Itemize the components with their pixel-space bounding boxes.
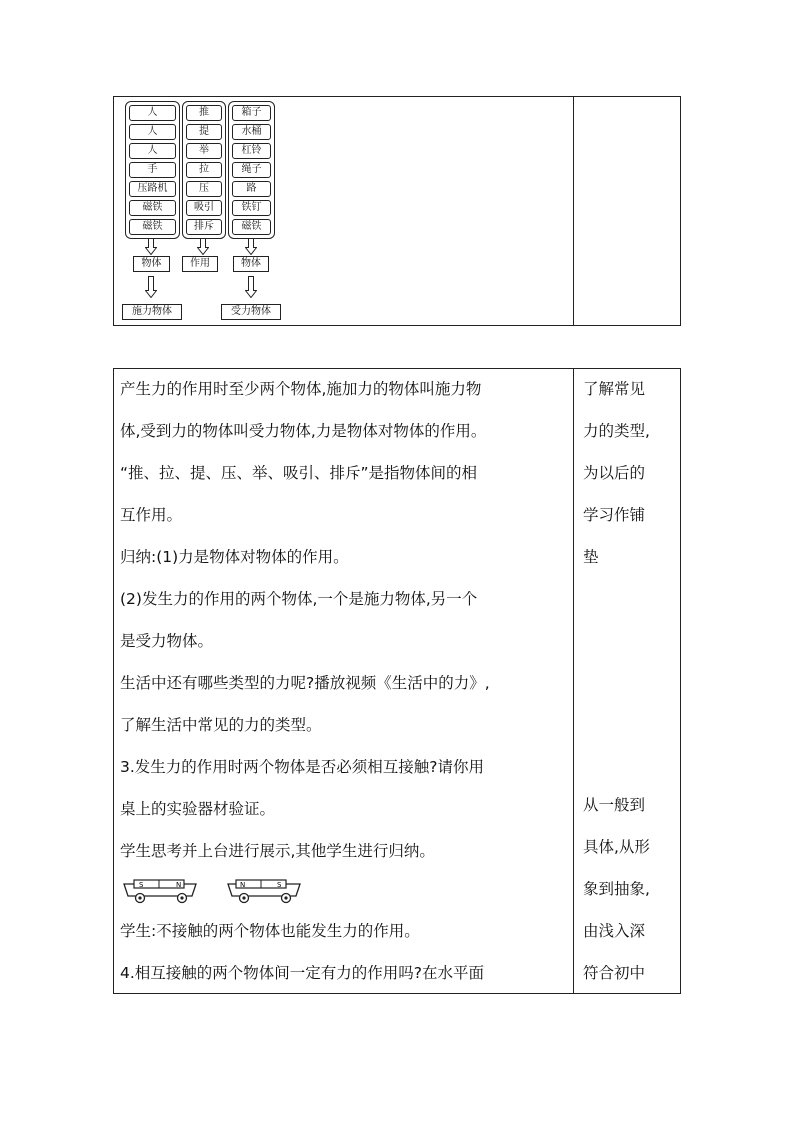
action-cell: 推 <box>186 105 222 121</box>
lesson-line: 归纳:(1)力是物体对物体的作用。 <box>120 548 349 566</box>
design-note-line: 象到抽象, <box>583 880 650 898</box>
diagram-table <box>113 96 681 326</box>
action-cell: 举 <box>186 143 222 159</box>
lesson-line: 桌上的实验器材验证。 <box>120 800 276 818</box>
down-arrow-icon <box>145 276 157 298</box>
design-note-line: 了解常见 <box>583 380 646 398</box>
design-note-line: 力的类型, <box>583 422 650 440</box>
column-divider <box>573 369 574 993</box>
design-note-line: 由浅入深 <box>583 922 646 940</box>
magnet-pole-label: N <box>240 881 246 889</box>
lesson-line: 3.发生力的作用时两个物体是否必须相互接触?请你用 <box>120 758 485 776</box>
magnet-cart-icon <box>120 874 200 904</box>
down-arrow-icon <box>145 238 157 255</box>
subject-cell: 磁铁 <box>129 219 176 235</box>
subject-cell: 人 <box>129 124 176 140</box>
lesson-line: “推、拉、提、压、举、吸引、排斥”是指物体间的相 <box>120 464 478 482</box>
object-column <box>228 101 275 239</box>
design-note-line: 具体,从形 <box>583 838 650 856</box>
subject-cell: 压路机 <box>129 181 176 197</box>
action-cell: 提 <box>186 124 222 140</box>
column-divider <box>573 97 574 325</box>
subject-cell: 磁铁 <box>129 200 176 216</box>
object-cell: 磁铁 <box>232 219 271 235</box>
subject-cell: 手 <box>129 162 176 178</box>
object-cell: 箱子 <box>232 105 271 121</box>
lesson-line: 生活中还有哪些类型的力呢?播放视频《生活中的力》, <box>120 674 490 692</box>
down-arrow-icon <box>245 276 257 298</box>
subject-cell: 人 <box>129 143 176 159</box>
object-cell: 杠铃 <box>232 143 271 159</box>
lesson-line: 互作用。 <box>120 506 183 524</box>
action-cell: 吸引 <box>186 200 222 216</box>
lesson-line: 体,受到力的物体叫受力物体,力是物体对物体的作用。 <box>120 422 487 440</box>
subject-column <box>125 101 180 239</box>
lesson-line: 学生:不接触的两个物体也能发生力的作用。 <box>120 922 420 940</box>
lesson-line: 4.相互接触的两个物体间一定有力的作用吗?在水平面 <box>120 964 485 982</box>
object-cell: 水桶 <box>232 124 271 140</box>
magnet-pole-label: S <box>139 881 144 889</box>
down-arrow-icon <box>197 238 209 255</box>
object-label-right: 物体 <box>233 256 269 272</box>
object-cell: 路 <box>232 181 271 197</box>
action-column <box>182 101 226 239</box>
lesson-line: 了解生活中常见的力的类型。 <box>120 716 322 734</box>
design-note-line: 从一般到 <box>583 796 646 814</box>
design-note-line: 垫 <box>583 548 599 566</box>
action-cell: 拉 <box>186 162 222 178</box>
lesson-table <box>113 368 681 994</box>
action-cell: 压 <box>186 181 222 197</box>
receiving-object-label: 受力物体 <box>221 304 281 320</box>
lesson-line: 学生思考并上台进行展示,其他学生进行归纳。 <box>120 842 435 860</box>
magnet-pole-label: S <box>277 881 282 889</box>
lesson-line: 是受力物体。 <box>120 632 214 650</box>
lesson-line: 产生力的作用时至少两个物体,施加力的物体叫施力物 <box>120 380 482 398</box>
lesson-line: (2)发生力的作用的两个物体,一个是施力物体,另一个 <box>120 590 478 608</box>
object-label-left: 物体 <box>133 256 170 272</box>
design-note-line: 符合初中 <box>583 964 646 982</box>
action-label: 作用 <box>182 256 218 272</box>
design-note-line: 学习作铺 <box>583 506 646 524</box>
magnet-pole-label: N <box>176 881 182 889</box>
magnet-cart-icon <box>224 874 304 904</box>
design-note-line: 为以后的 <box>583 464 646 482</box>
action-cell: 排斥 <box>186 219 222 235</box>
object-cell: 绳子 <box>232 162 271 178</box>
down-arrow-icon <box>245 238 257 255</box>
exerting-object-label: 施力物体 <box>122 304 182 320</box>
subject-cell: 人 <box>129 105 176 121</box>
object-cell: 铁钉 <box>232 200 271 216</box>
